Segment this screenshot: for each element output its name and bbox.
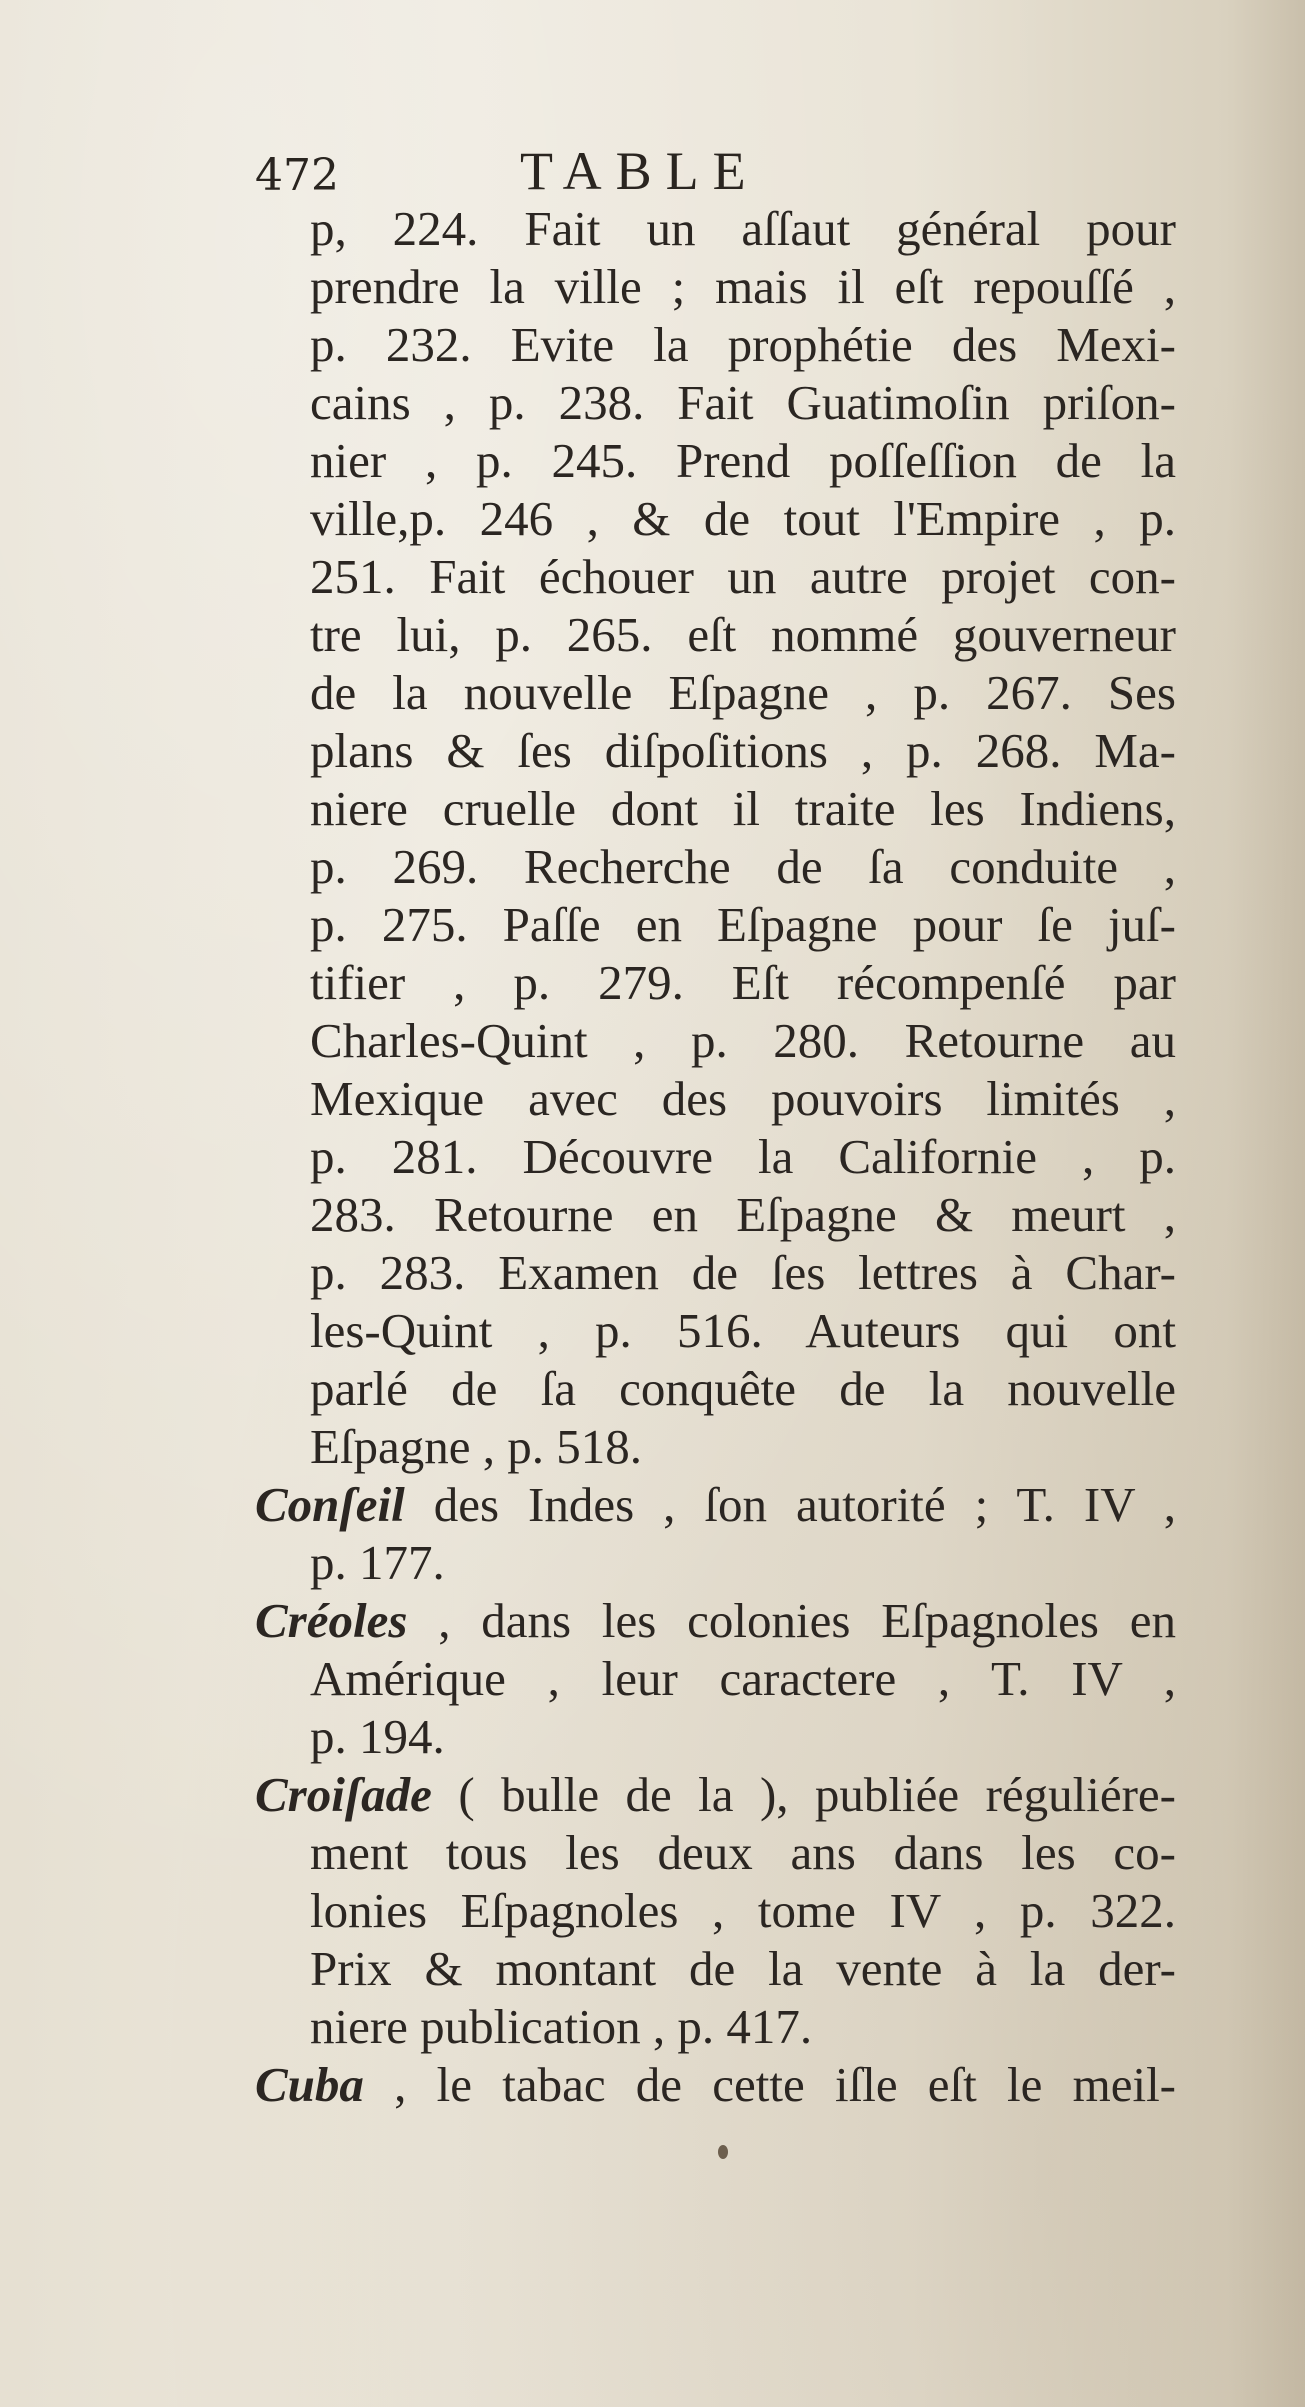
entry-headword: Cuba — [255, 2057, 364, 2112]
text-line: tre lui, p. 265. eſt nommé gouverneur — [310, 607, 1176, 662]
text-line: tifier , p. 279. Eſt récompenſé par — [310, 955, 1176, 1010]
text-line: p. 281. Découvre la Californie , p. — [310, 1129, 1176, 1184]
page-number: 472 — [255, 150, 339, 201]
index-entry-conseil — [255, 1476, 1176, 1534]
text-line: niere publication , p. 417. — [310, 1999, 813, 2054]
entry-headword: Créoles — [255, 1593, 408, 1648]
text-line: Charles-Quint , p. 280. Retourne au — [310, 1013, 1176, 1068]
entry-text: des Indes , ſon autorité ; T. IV , — [404, 1477, 1176, 1532]
text-line: niere cruelle dont il traite les Indiens, — [310, 781, 1176, 836]
entry-headword: Conſeil — [255, 1477, 405, 1532]
text-line: p. 275. Paſſe en Eſpagne pour ſe juſ- — [310, 897, 1176, 952]
text-line: nier , p. 245. Prend poſſeſſion de la — [310, 433, 1176, 488]
text-line: p, 224. Fait un aſſaut général pour — [310, 201, 1176, 256]
text-line: p. 177. — [310, 1535, 445, 1590]
text-line: Prix & montant de la vente à la der- — [310, 1941, 1176, 1996]
text-line: Amérique , leur caractere , T. IV , — [310, 1651, 1176, 1706]
text-line: p. 269. Recherche de ſa conduite , — [310, 839, 1176, 894]
text-line: plans & ſes diſpoſitions , p. 268. Ma- — [310, 723, 1176, 778]
index-entry-cuba — [255, 2056, 1176, 2114]
entry-text: ( bulle de la ), publiée réguliére- — [431, 1767, 1176, 1822]
ink-spot — [718, 2145, 728, 2159]
text-line: ment tous les deux ans dans les co- — [310, 1825, 1176, 1880]
entry-headword: Croiſade — [255, 1767, 432, 1822]
index-entry-croisade — [255, 1766, 1176, 1824]
text-line: 251. Fait échouer un autre projet con- — [310, 549, 1176, 604]
text-line: p. 232. Evite la prophétie des Mexi- — [310, 317, 1176, 372]
entry-text: , dans les colonies Eſpagnoles en — [407, 1593, 1176, 1648]
text-line: de la nouvelle Eſpagne , p. 267. Ses — [310, 665, 1176, 720]
text-line: Mexique avec des pouvoirs limités , — [310, 1071, 1176, 1126]
text-line: cains , p. 238. Fait Guatimoſin priſon- — [310, 375, 1176, 430]
index-entry-creoles — [255, 1592, 1176, 1650]
entry-text: , le tabac de cette iſle eſt le meil- — [363, 2057, 1176, 2112]
text-line: Eſpagne , p. 518. — [310, 1419, 643, 1474]
text-line: ville,p. 246 , & de tout l'Empire , p. — [310, 491, 1176, 546]
text-line: lonies Eſpagnoles , tome IV , p. 322. — [310, 1883, 1176, 1938]
text-line: p. 283. Examen de ſes lettres à Char- — [310, 1245, 1176, 1300]
running-head: TABLE — [520, 141, 760, 201]
text-line: p. 194. — [310, 1709, 445, 1764]
text-line: parlé de ſa conquête de la nouvelle — [310, 1361, 1176, 1416]
text-line: prendre la ville ; mais il eſt repouſſé , — [310, 259, 1176, 314]
text-line: 283. Retourne en Eſpagne & meurt , — [310, 1187, 1176, 1242]
text-line: les-Quint , p. 516. Auteurs qui ont — [310, 1303, 1176, 1358]
